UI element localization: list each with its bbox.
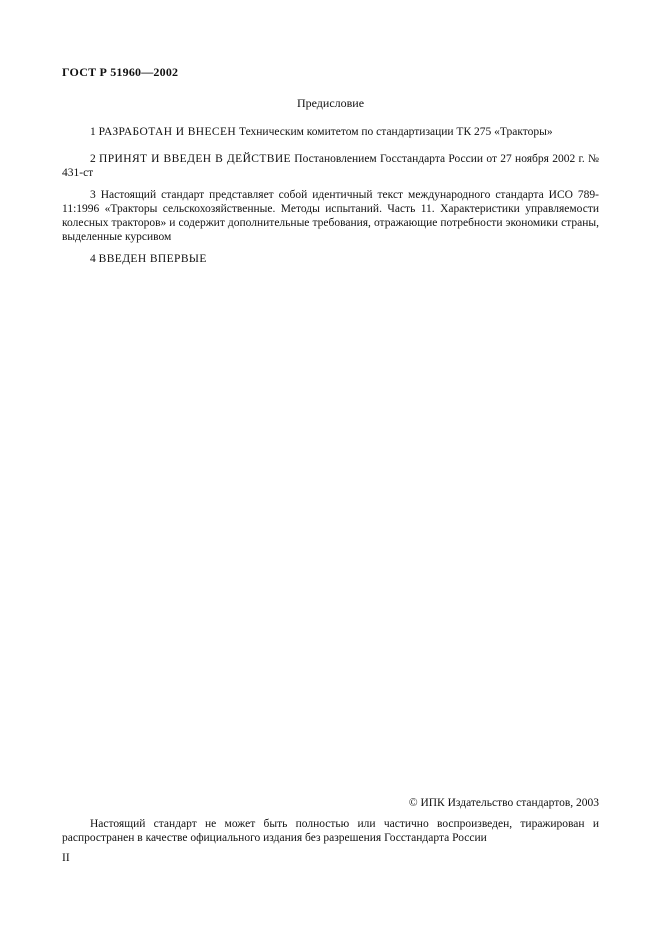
item-number: 1 [90,126,96,138]
item-text: Техническим комитетом по стандартизации ТК 275 «Тракторы» [238,126,553,138]
standard-code: ГОСТ Р 51960—2002 [62,65,179,79]
foreword-item-2 [62,152,599,180]
reproduction-notice: Настоящий стандарт не может быть полностью или частично воспроизведен, тиражирован и распространен в качестве официального издания без разрешения Госстандарта России [62,818,599,844]
page-number: II [62,852,70,864]
item-number: 3 [90,189,96,201]
foreword-item-4 [62,252,599,266]
foreword-item-3 [62,188,599,244]
item-lead: ПРИНЯТ И ВВЕДЕН В ДЕЙСТВИЕ [99,153,291,165]
item-number: 2 [90,153,96,165]
item-lead: ВВЕДЕН ВПЕРВЫЕ [98,253,207,265]
item-number: 4 [90,253,96,265]
foreword-item-1 [62,125,599,139]
item-text: Настоящий стандарт представляет собой идентичный текст международного стандарта ИСО 789-11:1996 «Тракторы сельскохозяйственные. Методы испытаний. Часть 11. Характеристики управляемости колесных тракторов» и содержит дополнительные требования, отражающие потребности экономики страны, выделенные курсивом [62,189,600,243]
copyright-line: © ИПК Издательство стандартов, 2003 [408,797,599,809]
item-text: Постановлением Госстандарта России от 27 ноября 2002 г. № 431-ст [62,153,600,179]
item-lead: РАЗРАБОТАН И ВНЕСЕН [98,126,237,138]
foreword-title: Предисловие [296,96,365,110]
